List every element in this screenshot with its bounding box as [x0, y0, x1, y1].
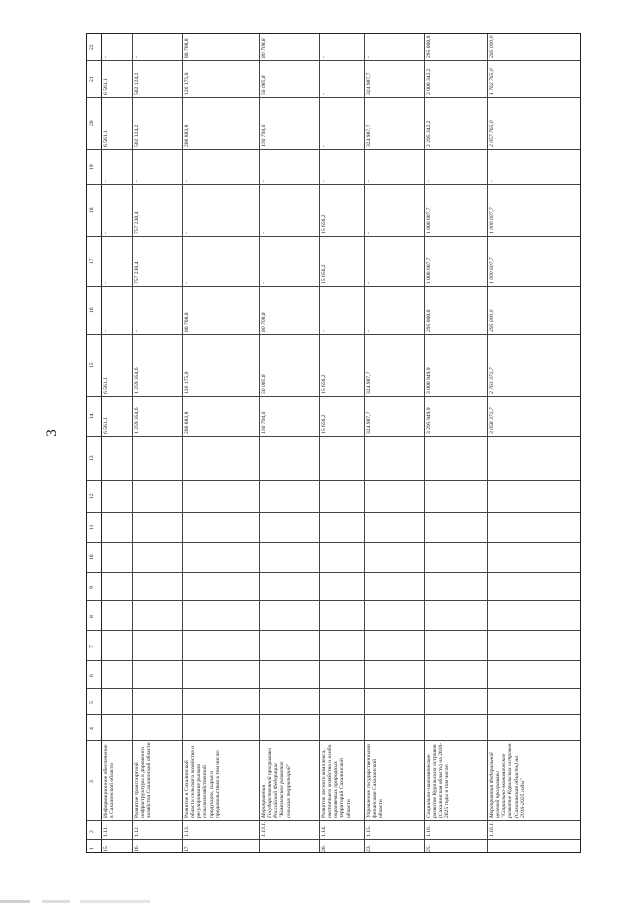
- value-cell: 502 124,2: [134, 72, 140, 95]
- column-separator: [87, 334, 580, 335]
- value-cell: -: [321, 93, 327, 95]
- value-cell: 2 057 765,0: [489, 120, 495, 147]
- value-cell: 295 000,0: [426, 35, 432, 58]
- value-cell: 1 000 607,7: [489, 257, 495, 284]
- value-cell: 757 230,4: [134, 261, 140, 284]
- column-header: 16: [89, 307, 95, 313]
- column-header: 17: [89, 258, 95, 264]
- value-cell: -: [261, 232, 267, 234]
- value-cell: 15 656,2: [321, 374, 327, 394]
- row-separator: [101, 34, 102, 852]
- value-cell: -: [103, 180, 109, 182]
- column-header: 2: [89, 829, 95, 833]
- value-cell: 206 883,8: [184, 124, 190, 147]
- row-code: 1.14.: [321, 825, 327, 837]
- row-separator: [182, 34, 183, 852]
- value-cell: 126 175,0: [184, 371, 190, 394]
- value-cell: 2 000 342,2: [426, 68, 432, 95]
- row-separator: [319, 34, 320, 852]
- row-number: 15.: [103, 845, 109, 852]
- row-name: Мероприятия Государственной программы Российской Федерации "Комплексное развитие сельских территорий": [261, 747, 292, 818]
- row-number: 20.: [321, 845, 327, 852]
- column-separator: [87, 839, 580, 840]
- value-cell: -: [134, 56, 140, 58]
- column-header: 1: [89, 846, 95, 850]
- row-separator: [424, 34, 425, 852]
- value-cell: 80 708,8: [261, 312, 267, 332]
- row-separator: [132, 34, 133, 852]
- value-cell: 324 987,7: [366, 72, 372, 95]
- value-cell: 1 000 607,7: [426, 207, 432, 234]
- value-cell: 3 295 949,9: [426, 407, 432, 434]
- value-cell: 15 656,2: [321, 414, 327, 434]
- row-name: Развитие транспортной инфраструктуры в дорожного хозяйства Сахалинской области: [134, 742, 153, 818]
- row-name: Развитие в Сахалинской области сельского хозяйства и регулирование рынков сельскохозяйственной продукции, сырья и продовольствия в том числе:: [184, 745, 221, 818]
- column-header: 8: [89, 615, 95, 618]
- column-separator: [87, 740, 580, 741]
- column-separator: [87, 236, 580, 237]
- value-cell: -: [366, 232, 372, 234]
- value-cell: 136 794,6: [261, 411, 267, 434]
- row-number: 25.: [426, 845, 432, 852]
- value-cell: 324 987,7: [366, 411, 372, 434]
- value-cell: 80 708,8: [261, 38, 267, 58]
- value-cell: -: [426, 180, 432, 182]
- value-cell: -: [321, 56, 327, 58]
- column-header: 12: [89, 493, 95, 499]
- value-cell: -: [184, 282, 190, 284]
- value-cell: -: [321, 145, 327, 147]
- page-number: 3: [44, 429, 60, 437]
- row-name: Мероприятия Федеральной целевой программы "Социально-экономическое развитие Курильских островов (Сахалинская область) на 2016-2025 годы": [489, 743, 526, 818]
- column-header: 11: [89, 524, 95, 530]
- column-header: 19: [89, 163, 95, 170]
- column-header: 5: [89, 701, 95, 704]
- value-cell: 6 561,1: [103, 130, 109, 147]
- value-cell: 295 000,0: [426, 309, 432, 332]
- scan-artifact: [0, 900, 150, 903]
- value-cell: -: [184, 232, 190, 234]
- value-cell: -: [134, 330, 140, 332]
- column-header: 3: [89, 780, 95, 783]
- column-separator: [87, 512, 580, 513]
- column-header: 14: [89, 413, 95, 419]
- value-cell: 15 656,2: [321, 264, 327, 284]
- value-cell: -: [103, 232, 109, 234]
- value-cell: 1 259 354,6: [134, 407, 140, 434]
- value-cell: 502 124,2: [134, 124, 140, 147]
- value-cell: 6 561,1: [103, 78, 109, 95]
- value-cell: -: [103, 282, 109, 284]
- row-code: 1.13.: [184, 825, 190, 837]
- row-number: 16.: [134, 845, 140, 852]
- column-header: 4: [89, 727, 95, 730]
- column-header: 22: [89, 44, 95, 50]
- column-separator: [87, 60, 580, 61]
- value-cell: -: [366, 330, 372, 332]
- column-header: 6: [89, 674, 95, 677]
- column-separator: [87, 286, 580, 287]
- budget-table: [86, 33, 581, 853]
- row-code: 1.12.: [134, 825, 140, 837]
- column-header: 15: [89, 362, 95, 368]
- column-header: 21: [89, 75, 95, 82]
- value-cell: -: [366, 180, 372, 182]
- column-separator: [87, 660, 580, 661]
- column-separator: [87, 688, 580, 689]
- value-cell: -: [489, 180, 495, 182]
- row-separator: [487, 34, 488, 852]
- row-code: 1.13.1.: [261, 821, 267, 837]
- value-cell: 80 708,8: [184, 312, 190, 332]
- value-cell: 1 000 607,7: [489, 207, 495, 234]
- value-cell: 1 762 765,0: [489, 68, 495, 95]
- value-cell: -: [366, 282, 372, 284]
- row-separator: [364, 34, 365, 852]
- value-cell: 126 175,0: [184, 72, 190, 95]
- value-cell: 6 561,1: [103, 377, 109, 394]
- row-number: 17.: [184, 845, 190, 852]
- column-separator: [87, 149, 580, 150]
- column-header: 13: [89, 455, 95, 461]
- value-cell: 15 656,2: [321, 214, 327, 234]
- column-separator: [87, 480, 580, 481]
- row-name: Информационное обеспечение в Сахалинской области: [103, 744, 116, 818]
- value-cell: 1 259 354,6: [134, 367, 140, 394]
- column-separator: [87, 600, 580, 601]
- value-cell: -: [103, 330, 109, 332]
- value-cell: 324 987,7: [366, 371, 372, 394]
- value-cell: 56 085,8: [261, 75, 267, 95]
- column-header: 20: [89, 120, 95, 126]
- value-cell: 3 000 949,9: [426, 367, 432, 394]
- column-separator: [87, 542, 580, 543]
- value-cell: 3 058 372,7: [489, 407, 495, 434]
- column-separator: [87, 184, 580, 185]
- value-cell: 295 000,0: [489, 309, 495, 332]
- value-cell: 80 708,8: [184, 38, 190, 58]
- value-cell: -: [366, 56, 372, 58]
- value-cell: -: [134, 180, 140, 182]
- value-cell: -: [261, 282, 267, 284]
- value-cell: 757 230,4: [134, 211, 140, 234]
- row-name: Социально-экономическое развитие Курильских островов (Сахалинская область) на 2016-2025 годы в том числе:: [426, 742, 451, 818]
- column-separator: [87, 630, 580, 631]
- row-code: 1.11.: [103, 826, 109, 837]
- value-cell: 2 295 342,2: [426, 120, 432, 147]
- value-cell: 324 987,7: [366, 124, 372, 147]
- column-header: 9: [89, 586, 95, 589]
- value-cell: -: [261, 180, 267, 182]
- column-header: 18: [89, 207, 95, 213]
- row-code: 1.15.: [366, 825, 372, 837]
- row-code: 1.16.1.: [489, 821, 495, 837]
- value-cell: 295 000,0: [489, 35, 495, 58]
- value-cell: -: [103, 56, 109, 58]
- row-separator: [259, 34, 260, 852]
- column-separator: [87, 572, 580, 573]
- column-separator: [87, 436, 580, 437]
- column-header: 7: [89, 645, 95, 648]
- column-header: 10: [89, 554, 95, 560]
- value-cell: -: [321, 330, 327, 332]
- row-number: 23.: [366, 845, 372, 852]
- row-name: Развитие лесного комплекса, охотничьего хозяйства и особо охраняемых природных территорий Сахалинской области: [321, 744, 352, 818]
- row-code: 1.16.: [426, 825, 432, 837]
- value-cell: 2 763 372,7: [489, 367, 495, 394]
- column-separator: [87, 820, 580, 821]
- column-separator: [87, 396, 580, 397]
- value-cell: 136 794,6: [261, 124, 267, 147]
- column-separator: [87, 97, 580, 98]
- value-cell: 206 883,8: [184, 411, 190, 434]
- value-cell: 56 085,8: [261, 374, 267, 394]
- value-cell: 6 561,1: [103, 417, 109, 434]
- value-cell: -: [321, 180, 327, 182]
- row-name: Управление государственными финансами Сахалинской области: [366, 744, 385, 818]
- value-cell: 1 000 607,7: [426, 257, 432, 284]
- column-separator: [87, 714, 580, 715]
- value-cell: -: [184, 180, 190, 182]
